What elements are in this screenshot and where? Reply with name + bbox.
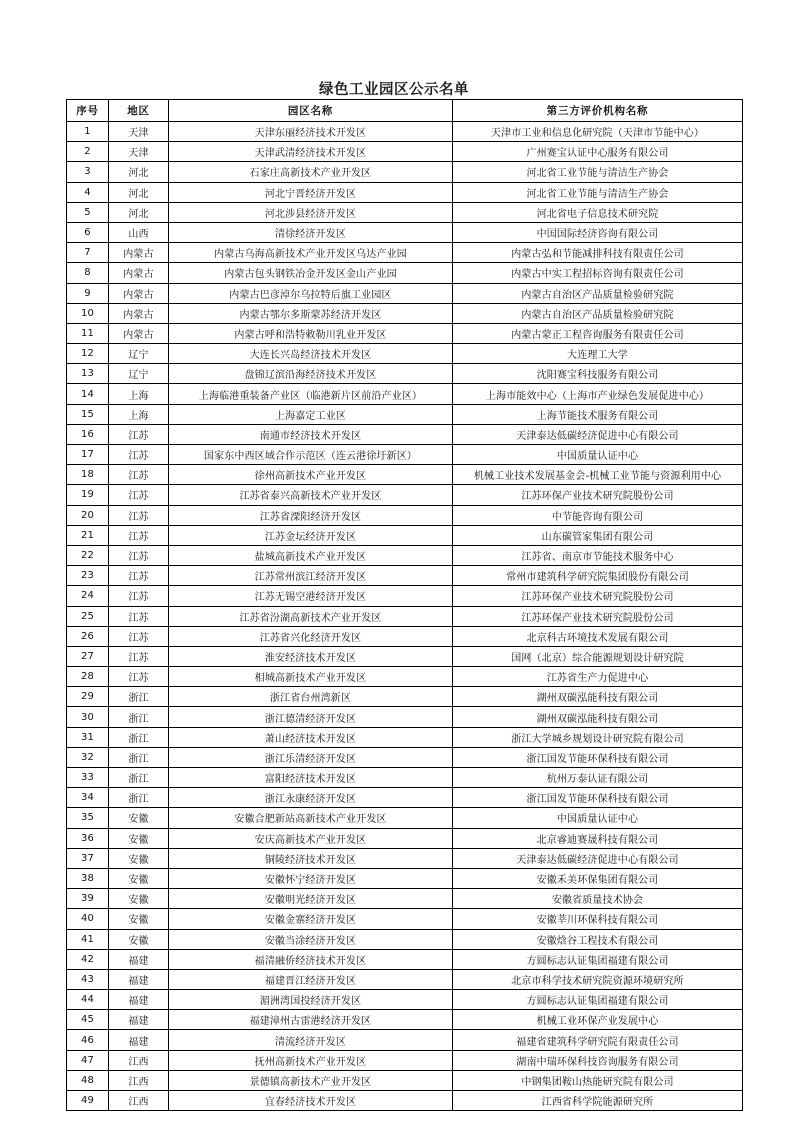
cell-agency: 国网（北京）综合能源规划设计研究院 [453, 646, 743, 666]
cell-region: 江苏 [109, 525, 169, 545]
cell-index: 21 [67, 525, 109, 545]
cell-park: 淮安经济技术开发区 [169, 646, 453, 666]
cell-park: 江苏省汾湖高新技术产业开发区 [169, 606, 453, 626]
cell-park: 湄洲湾国投经济开发区 [169, 990, 453, 1010]
cell-agency: 河北省工业节能与清洁生产协会 [453, 162, 743, 182]
table-row [67, 465, 743, 485]
table-row [67, 1070, 743, 1090]
table-row [67, 828, 743, 848]
cell-index: 49 [67, 1091, 109, 1111]
cell-park: 盘锦辽滨沿海经济技术开发区 [169, 364, 453, 384]
table-row [67, 344, 743, 364]
cell-region: 浙江 [109, 727, 169, 747]
cell-agency: 常州市建筑科学研究院集团股份有限公司 [453, 566, 743, 586]
cell-region: 浙江 [109, 687, 169, 707]
cell-index: 15 [67, 404, 109, 424]
table-row [67, 424, 743, 444]
table-row [67, 747, 743, 767]
cell-park: 盐城高新技术产业开发区 [169, 545, 453, 565]
cell-park: 浙江德清经济开发区 [169, 707, 453, 727]
cell-agency: 天津泰达低碳经济促进中心有限公司 [453, 848, 743, 868]
cell-agency: 河北省电子信息技术研究院 [453, 202, 743, 222]
cell-region: 内蒙古 [109, 263, 169, 283]
cell-agency: 机械工业环保产业发展中心 [453, 1010, 743, 1030]
cell-region: 江苏 [109, 505, 169, 525]
cell-park: 江苏常州滨江经济开发区 [169, 566, 453, 586]
cell-index: 6 [67, 222, 109, 242]
table-row [67, 889, 743, 909]
cell-agency: 安徽焓谷工程技术有限公司 [453, 929, 743, 949]
cell-region: 江苏 [109, 626, 169, 646]
cell-index: 40 [67, 909, 109, 929]
cell-agency: 湖南中瑞环保科技咨询服务有限公司 [453, 1050, 743, 1070]
column-header-index: 序号 [67, 100, 109, 122]
cell-agency: 内蒙古蒙正工程咨询服务有限责任公司 [453, 323, 743, 343]
cell-region: 江苏 [109, 485, 169, 505]
cell-park: 南通市经济技术开发区 [169, 424, 453, 444]
table-row [67, 990, 743, 1010]
table-row [67, 909, 743, 929]
cell-park: 江苏省兴化经济开发区 [169, 626, 453, 646]
cell-park: 抚州高新技术产业开发区 [169, 1050, 453, 1070]
table-row [67, 566, 743, 586]
table-row [67, 788, 743, 808]
cell-agency: 上海节能技术服务有限公司 [453, 404, 743, 424]
cell-index: 47 [67, 1050, 109, 1070]
cell-region: 浙江 [109, 707, 169, 727]
cell-park: 上海临港重装备产业区（临港新片区前沿产业区） [169, 384, 453, 404]
cell-index: 10 [67, 303, 109, 323]
cell-index: 30 [67, 707, 109, 727]
table-row [67, 122, 743, 142]
cell-region: 天津 [109, 142, 169, 162]
cell-index: 46 [67, 1030, 109, 1050]
cell-park: 宜春经济技术开发区 [169, 1091, 453, 1111]
cell-region: 上海 [109, 404, 169, 424]
cell-agency: 安徽省质量技术协会 [453, 889, 743, 909]
cell-region: 上海 [109, 384, 169, 404]
cell-index: 41 [67, 929, 109, 949]
cell-park: 内蒙古乌海高新技术产业开发区乌达产业园 [169, 243, 453, 263]
cell-park: 天津东丽经济技术开发区 [169, 122, 453, 142]
cell-region: 河北 [109, 182, 169, 202]
cell-index: 23 [67, 566, 109, 586]
cell-agency: 河北省工业节能与清洁生产协会 [453, 182, 743, 202]
cell-park: 天津武清经济技术开发区 [169, 142, 453, 162]
cell-region: 安徽 [109, 889, 169, 909]
cell-park: 福清融侨经济技术开发区 [169, 949, 453, 969]
cell-park: 福建漳州古雷港经济开发区 [169, 1010, 453, 1030]
cell-park: 萧山经济技术开发区 [169, 727, 453, 747]
cell-park: 浙江省台州湾新区 [169, 687, 453, 707]
cell-agency: 天津泰达低碳经济促进中心有限公司 [453, 424, 743, 444]
cell-agency: 江西省科学院能源研究所 [453, 1091, 743, 1111]
table-row [67, 485, 743, 505]
cell-agency: 中节能咨询有限公司 [453, 505, 743, 525]
cell-agency: 中国质量认证中心 [453, 808, 743, 828]
cell-region: 安徽 [109, 828, 169, 848]
cell-park: 江苏省泰兴高新技术产业开发区 [169, 485, 453, 505]
cell-agency: 内蒙古中实工程招标咨询有限责任公司 [453, 263, 743, 283]
cell-index: 37 [67, 848, 109, 868]
table-row [67, 545, 743, 565]
cell-region: 江苏 [109, 445, 169, 465]
cell-index: 43 [67, 969, 109, 989]
cell-region: 浙江 [109, 788, 169, 808]
cell-index: 35 [67, 808, 109, 828]
cell-agency: 中钢集团鞍山热能研究院有限公司 [453, 1070, 743, 1090]
cell-agency: 江苏环保产业技术研究院股份公司 [453, 485, 743, 505]
cell-agency: 沈阳赛宝科技服务有限公司 [453, 364, 743, 384]
cell-agency: 江苏环保产业技术研究院股份公司 [453, 586, 743, 606]
cell-index: 14 [67, 384, 109, 404]
cell-index: 31 [67, 727, 109, 747]
cell-park: 安庆高新技术产业开发区 [169, 828, 453, 848]
cell-index: 4 [67, 182, 109, 202]
cell-park: 江苏无锡空港经济开发区 [169, 586, 453, 606]
cell-index: 29 [67, 687, 109, 707]
cell-park: 浙江乐清经济开发区 [169, 747, 453, 767]
table-row [67, 162, 743, 182]
cell-agency: 北京市科学技术研究院资源环境研究所 [453, 969, 743, 989]
cell-region: 江苏 [109, 606, 169, 626]
cell-index: 48 [67, 1070, 109, 1090]
cell-index: 16 [67, 424, 109, 444]
table-row [67, 1030, 743, 1050]
cell-region: 河北 [109, 162, 169, 182]
cell-index: 11 [67, 323, 109, 343]
cell-index: 1 [67, 122, 109, 142]
table-row [67, 505, 743, 525]
table-row [67, 384, 743, 404]
cell-agency: 湖州双碳泓能科技有限公司 [453, 687, 743, 707]
cell-region: 辽宁 [109, 364, 169, 384]
cell-park: 安徽明光经济开发区 [169, 889, 453, 909]
cell-region: 江苏 [109, 646, 169, 666]
cell-agency: 浙江国发节能环保科技有限公司 [453, 747, 743, 767]
table-row [67, 202, 743, 222]
cell-index: 2 [67, 142, 109, 162]
cell-agency: 机械工业技术发展基金会-机械工业节能与资源利用中心 [453, 465, 743, 485]
cell-park: 安徽金寨经济开发区 [169, 909, 453, 929]
cell-park: 浙江永康经济开发区 [169, 788, 453, 808]
cell-region: 山西 [109, 222, 169, 242]
table-row [67, 1050, 743, 1070]
table-row [67, 768, 743, 788]
table-row [67, 969, 743, 989]
cell-region: 内蒙古 [109, 243, 169, 263]
table-row [67, 525, 743, 545]
cell-region: 辽宁 [109, 344, 169, 364]
cell-park: 清徐经济开发区 [169, 222, 453, 242]
cell-park: 安徽怀宁经济开发区 [169, 868, 453, 888]
table-row [67, 1010, 743, 1030]
table-header [67, 100, 743, 122]
cell-agency: 山东碳管家集团有限公司 [453, 525, 743, 545]
table-row [67, 868, 743, 888]
cell-index: 5 [67, 202, 109, 222]
cell-agency: 中国国际经济咨询有限公司 [453, 222, 743, 242]
cell-park: 内蒙古包头钢铁冶金开发区金山产业园 [169, 263, 453, 283]
table-row [67, 586, 743, 606]
table-row [67, 404, 743, 424]
table-row [67, 667, 743, 687]
cell-region: 江苏 [109, 424, 169, 444]
cell-region: 浙江 [109, 747, 169, 767]
cell-park: 内蒙古呼和浩特敕勒川乳业开发区 [169, 323, 453, 343]
cell-region: 浙江 [109, 768, 169, 788]
cell-agency: 内蒙古自治区产品质量检验研究院 [453, 303, 743, 323]
cell-park: 徐州高新技术产业开发区 [169, 465, 453, 485]
cell-agency: 浙江国发节能环保科技有限公司 [453, 788, 743, 808]
cell-park: 大连长兴岛经济技术开发区 [169, 344, 453, 364]
table-row [67, 323, 743, 343]
cell-index: 44 [67, 990, 109, 1010]
cell-park: 内蒙古鄂尔多斯蒙苏经济开发区 [169, 303, 453, 323]
cell-agency: 江苏省生产力促进中心 [453, 667, 743, 687]
cell-park: 安徽合肥新站高新技术产业开发区 [169, 808, 453, 828]
table-row [67, 142, 743, 162]
table-row [67, 626, 743, 646]
column-header-agency: 第三方评价机构名称 [453, 100, 743, 122]
cell-agency: 安徽禾美环保集团有限公司 [453, 868, 743, 888]
table-body [67, 122, 743, 1111]
cell-index: 22 [67, 545, 109, 565]
cell-region: 福建 [109, 990, 169, 1010]
table-row [67, 848, 743, 868]
cell-index: 12 [67, 344, 109, 364]
table-row [67, 808, 743, 828]
cell-index: 38 [67, 868, 109, 888]
cell-park: 江苏金坛经济开发区 [169, 525, 453, 545]
cell-index: 3 [67, 162, 109, 182]
cell-index: 24 [67, 586, 109, 606]
cell-region: 安徽 [109, 929, 169, 949]
cell-region: 江西 [109, 1050, 169, 1070]
cell-park: 清流经济开发区 [169, 1030, 453, 1050]
cell-region: 内蒙古 [109, 323, 169, 343]
cell-region: 安徽 [109, 808, 169, 828]
table-header-row [67, 100, 743, 122]
table-row [67, 687, 743, 707]
table-row [67, 445, 743, 465]
column-header-park: 园区名称 [169, 100, 453, 122]
cell-region: 内蒙古 [109, 303, 169, 323]
cell-index: 19 [67, 485, 109, 505]
cell-agency: 内蒙古弘和节能减排科技有限责任公司 [453, 243, 743, 263]
cell-agency: 北京睿迪赛晟科技有限公司 [453, 828, 743, 848]
cell-region: 安徽 [109, 868, 169, 888]
cell-agency: 浙江大学城乡规划设计研究院有限公司 [453, 727, 743, 747]
cell-index: 33 [67, 768, 109, 788]
cell-index: 17 [67, 445, 109, 465]
cell-agency: 湖州双碳泓能科技有限公司 [453, 707, 743, 727]
cell-agency: 广州赛宝认证中心服务有限公司 [453, 142, 743, 162]
cell-agency: 内蒙古自治区产品质量检验研究院 [453, 283, 743, 303]
table-row [67, 646, 743, 666]
table-row [67, 243, 743, 263]
table-row [67, 949, 743, 969]
cell-index: 28 [67, 667, 109, 687]
table-row [67, 283, 743, 303]
cell-index: 42 [67, 949, 109, 969]
page-title: 绿色工业园区公示名单 [319, 82, 469, 98]
cell-index: 8 [67, 263, 109, 283]
cell-index: 39 [67, 889, 109, 909]
cell-region: 福建 [109, 949, 169, 969]
table-row [67, 1091, 743, 1111]
cell-agency: 方圆标志认证集团福建有限公司 [453, 990, 743, 1010]
table-row [67, 727, 743, 747]
cell-agency: 天津市工业和信息化研究院（天津市节能中心） [453, 122, 743, 142]
cell-region: 江苏 [109, 667, 169, 687]
table-row [67, 303, 743, 323]
cell-index: 9 [67, 283, 109, 303]
cell-park: 安徽当涂经济开发区 [169, 929, 453, 949]
cell-park: 上海嘉定工业区 [169, 404, 453, 424]
cell-region: 天津 [109, 122, 169, 142]
cell-park: 河北涉县经济开发区 [169, 202, 453, 222]
cell-index: 13 [67, 364, 109, 384]
cell-agency: 安徽莘川环保科技有限公司 [453, 909, 743, 929]
cell-park: 石家庄高新技术产业开发区 [169, 162, 453, 182]
table-row [67, 606, 743, 626]
cell-park: 铜陵经济技术开发区 [169, 848, 453, 868]
cell-region: 内蒙古 [109, 283, 169, 303]
cell-region: 福建 [109, 1010, 169, 1030]
cell-agency: 杭州万泰认证有限公司 [453, 768, 743, 788]
table-row [67, 929, 743, 949]
cell-park: 景德镇高新技术产业开发区 [169, 1070, 453, 1090]
table-row [67, 222, 743, 242]
cell-index: 36 [67, 828, 109, 848]
cell-region: 江西 [109, 1070, 169, 1090]
cell-agency: 中国质量认证中心 [453, 445, 743, 465]
table-row [67, 182, 743, 202]
cell-region: 江苏 [109, 566, 169, 586]
cell-agency: 江苏环保产业技术研究院股份公司 [453, 606, 743, 626]
green-industrial-parks-table [66, 99, 743, 1111]
cell-park: 福建晋江经济开发区 [169, 969, 453, 989]
cell-region: 福建 [109, 1030, 169, 1050]
cell-index: 25 [67, 606, 109, 626]
cell-park: 内蒙古巴彦淖尔乌拉特后旗工业园区 [169, 283, 453, 303]
cell-park: 国家东中西区域合作示范区（连云港徐圩新区） [169, 445, 453, 465]
cell-region: 安徽 [109, 848, 169, 868]
column-header-region: 地区 [109, 100, 169, 122]
cell-index: 27 [67, 646, 109, 666]
table-row [67, 263, 743, 283]
cell-index: 7 [67, 243, 109, 263]
cell-index: 18 [67, 465, 109, 485]
table-row [67, 707, 743, 727]
cell-region: 安徽 [109, 909, 169, 929]
table-row [67, 364, 743, 384]
cell-agency: 方圆标志认证集团福建有限公司 [453, 949, 743, 969]
cell-park: 河北宁晋经济开发区 [169, 182, 453, 202]
cell-region: 江苏 [109, 586, 169, 606]
cell-agency: 江苏省、南京市节能技术服务中心 [453, 545, 743, 565]
cell-agency: 上海市能效中心（上海市产业绿色发展促进中心） [453, 384, 743, 404]
cell-agency: 北京科古环境技术发展有限公司 [453, 626, 743, 646]
cell-region: 江西 [109, 1091, 169, 1111]
cell-index: 20 [67, 505, 109, 525]
cell-park: 富阳经济技术开发区 [169, 768, 453, 788]
cell-index: 45 [67, 1010, 109, 1030]
cell-region: 福建 [109, 969, 169, 989]
cell-region: 江苏 [109, 545, 169, 565]
cell-region: 江苏 [109, 465, 169, 485]
cell-park: 江苏省溧阳经济开发区 [169, 505, 453, 525]
cell-agency: 福建省建筑科学研究院有限责任公司 [453, 1030, 743, 1050]
cell-park: 相城高新技术产业开发区 [169, 667, 453, 687]
cell-index: 34 [67, 788, 109, 808]
cell-index: 26 [67, 626, 109, 646]
cell-index: 32 [67, 747, 109, 767]
cell-agency: 大连理工大学 [453, 344, 743, 364]
cell-region: 河北 [109, 202, 169, 222]
